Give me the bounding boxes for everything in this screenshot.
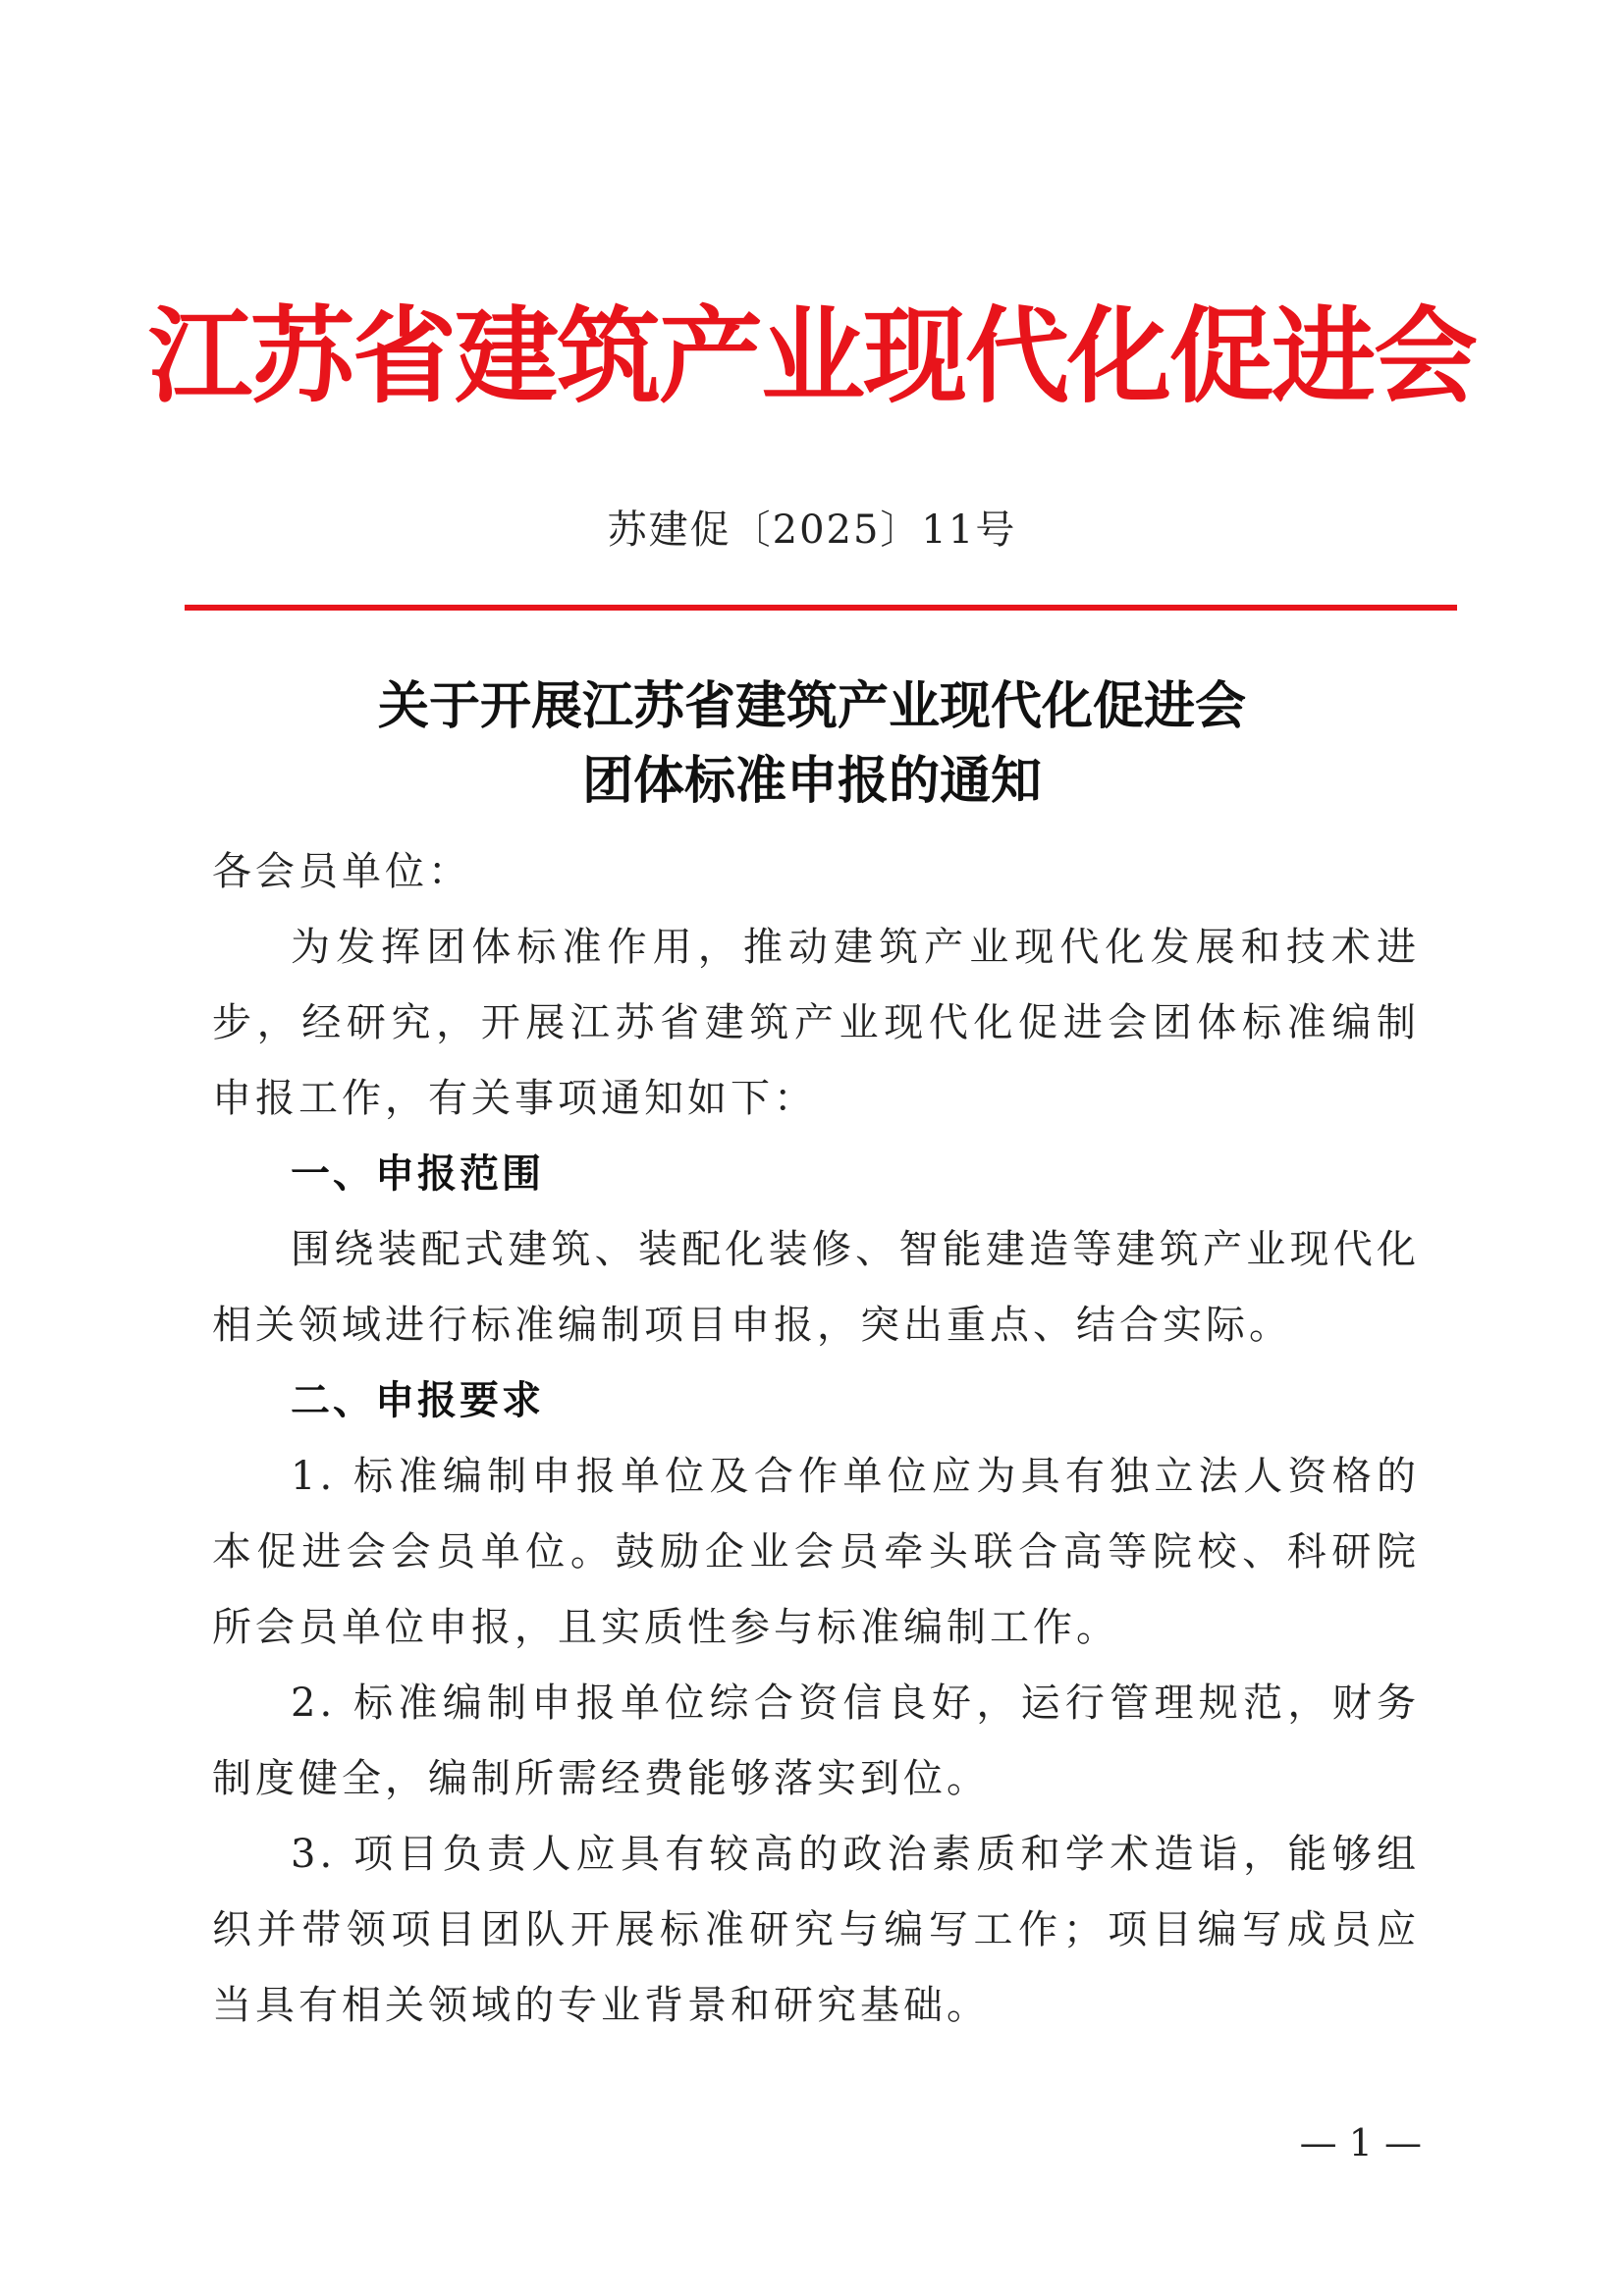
- document-title-line-1: 关于开展江苏省建筑产业现代化促进会: [377, 676, 1246, 736]
- section-2-heading: 二、申报要求: [291, 1378, 544, 1423]
- requirement-2-paragraph: 2. 标准编制申报单位综合资信良好，运行管理规范，财务制度健全，编制所需经费能够落实到位。: [212, 1681, 1420, 1801]
- document-number: 苏建促〔2025〕11号: [607, 507, 1017, 553]
- section-1-paragraph: 围绕装配式建筑、装配化装修、智能建造等建筑产业现代化相关领域进行标准编制项目申报，突出重点、结合实际。: [212, 1227, 1420, 1348]
- salutation: 各会员单位：: [212, 849, 471, 894]
- issuing-organization-header: 江苏省建筑产业现代化促进会: [148, 294, 1476, 417]
- requirement-1-paragraph: 1. 标准编制申报单位及合作单位应为具有独立法人资格的本促进会会员单位。鼓励企业会员牵头联合高等院校、科研院所会员单位申报，且实质性参与标准编制工作。: [212, 1454, 1420, 1650]
- requirement-3-paragraph: 3. 项目负责人应具有较高的政治素质和学术造诣，能够组织并带领项目团队开展标准研究与编写工作；项目编写成员应当具有相关领域的专业背景和研究基础。: [212, 1832, 1420, 2028]
- section-1-heading: 一、申报范围: [291, 1151, 544, 1197]
- intro-paragraph: 为发挥团体标准作用，推动建筑产业现代化发展和技术进步，经研究，开展江苏省建筑产业现代化促进会团体标准编制申报工作，有关事项通知如下：: [212, 925, 1420, 1121]
- document-body: [212, 834, 1420, 2044]
- red-divider-rule: [185, 605, 1457, 611]
- document-title: [0, 669, 1624, 819]
- document-title-line-2: 团体标准申报的通知: [581, 751, 1042, 811]
- page-number: — 1 —: [1299, 2121, 1422, 2164]
